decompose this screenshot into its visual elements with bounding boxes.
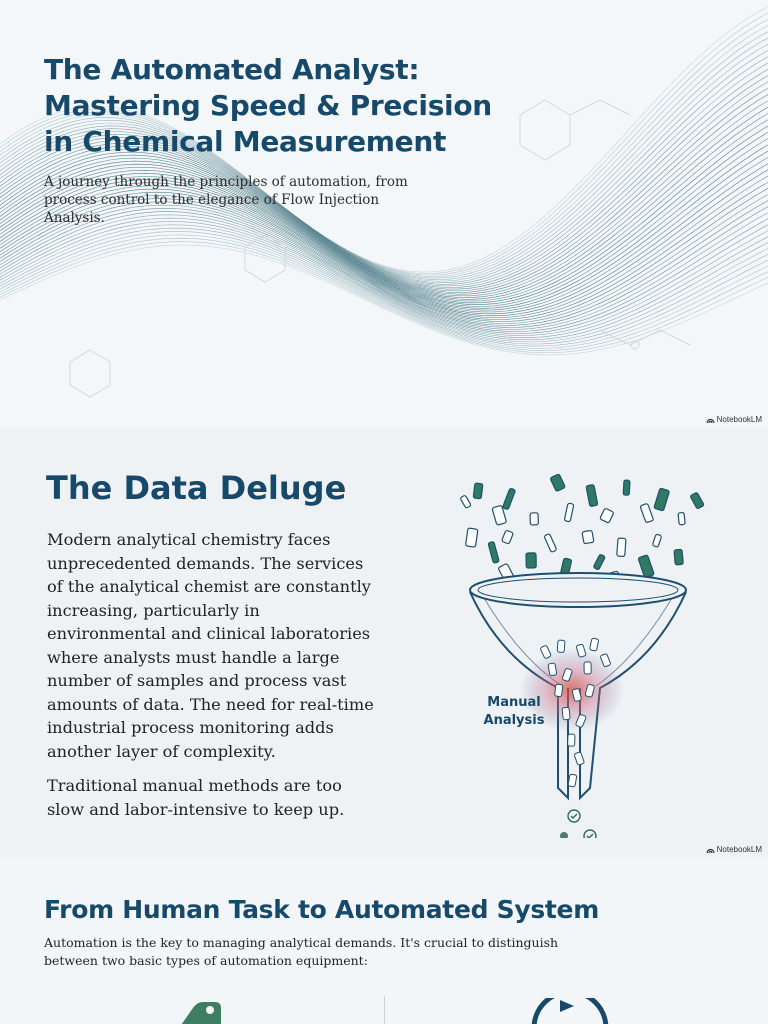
tag-icon: [175, 998, 235, 1024]
vial-icon: [502, 530, 514, 544]
automation-slide: [0, 858, 768, 1024]
vial-icon: [557, 640, 565, 652]
vial-icon: [678, 512, 685, 525]
subtitle: [44, 173, 444, 227]
funnel-label-line-2: Analysis: [483, 713, 545, 728]
vial-icon: [460, 495, 471, 508]
vial-icon: [562, 707, 570, 720]
subtitle-line-1: A journey through the principles of automation, from: [44, 174, 408, 190]
vial-icon: [654, 488, 670, 511]
vial-icon: [638, 555, 654, 578]
watermark: [706, 415, 762, 424]
title-line-3: in Chemical Measurement: [44, 125, 447, 158]
vial-icon: [555, 684, 563, 697]
vial-icon: [582, 530, 594, 544]
notebooklm-icon: [706, 416, 715, 424]
title-line-2: Mastering Speed & Precision: [44, 89, 492, 122]
watermark-text: NotebookLM: [716, 415, 762, 424]
vial-icon: [488, 541, 499, 563]
vial-icon: [548, 663, 557, 676]
funnel-label: [478, 694, 550, 730]
column-divider: [384, 996, 385, 1024]
section-title: From Human Task to Automated System: [44, 895, 599, 924]
vial-icon: [600, 508, 614, 523]
vial-icon: [564, 503, 574, 522]
vial-icon: [473, 483, 483, 499]
watermark-text: NotebookLM: [716, 845, 762, 854]
section-title: The Data Deluge: [46, 469, 347, 507]
vial-icon: [584, 662, 591, 674]
vial-icon: [550, 474, 565, 492]
body-paragraph: Modern analytical chemistry faces unprecedented demands. The services of the analytical chemist are constantly increasing, particularly in environmental and clinical laboratories where analysts must handle a large number of samples and process vast amounts of data. The need for real-time industrial process monitoring adds another layer of complexity.: [47, 530, 374, 761]
vial-icon: [574, 752, 585, 766]
vial-icon: [590, 638, 599, 651]
vial-icon: [623, 480, 630, 495]
page-title: [44, 52, 514, 160]
cycle-icon: [530, 998, 610, 1024]
data-deluge-slide: [0, 428, 768, 858]
funnel-icon: [440, 458, 710, 838]
vial-icon: [690, 492, 704, 509]
funnel-label-line-1: Manual: [487, 695, 541, 710]
vial-icon: [526, 553, 536, 568]
subtitle-line-2: process control to the elegance of Flow Injection Analysis.: [44, 192, 380, 226]
vial-icon: [568, 734, 575, 746]
vial-icon: [586, 484, 598, 506]
vial-icon: [544, 534, 557, 553]
body-paragraph-2: Traditional manual methods are too slow and labor-intensive to keep up.: [47, 776, 345, 819]
title-slide: [0, 0, 768, 428]
vial-icon: [465, 528, 477, 547]
vial-icon: [593, 554, 605, 570]
body-paragraph: Automation is the key to managing analytical demands. It's crucial to distinguish between two basic types of automation equipment:: [44, 935, 559, 968]
vial-icon: [652, 534, 661, 547]
vial-icon: [617, 538, 626, 557]
watermark: [706, 845, 762, 854]
vial-icon: [530, 513, 538, 525]
vial-icon: [502, 488, 515, 510]
title-line-1: The Automated Analyst:: [44, 53, 420, 86]
notebooklm-icon: [706, 846, 715, 854]
vial-icon: [674, 549, 683, 565]
vial-icon: [568, 774, 577, 787]
vial-icon: [640, 503, 654, 523]
